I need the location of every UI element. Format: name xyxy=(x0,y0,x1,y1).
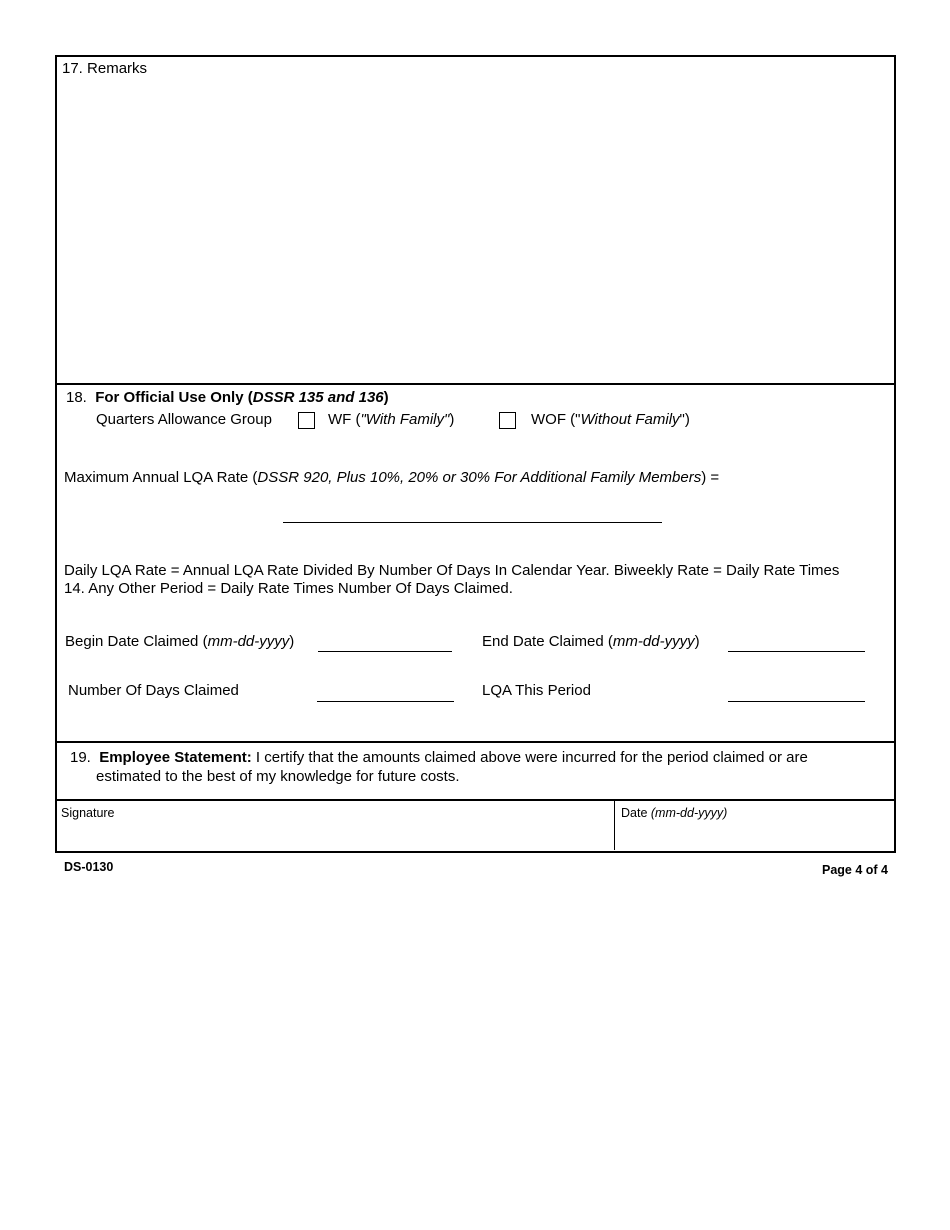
days-claimed-input[interactable] xyxy=(317,682,454,700)
begin-date-underline xyxy=(318,651,452,652)
wf-label-italic: "With Family" xyxy=(360,411,450,428)
section19-number: 19. xyxy=(70,749,91,766)
wf-label-pre: WF ( xyxy=(328,411,361,428)
divider-18-19 xyxy=(56,741,894,743)
max-rate-post: ) = xyxy=(701,469,720,486)
employee-statement-line1 xyxy=(70,749,808,767)
wf-checkbox[interactable] xyxy=(298,412,315,429)
end-date-pre: End Date Claimed ( xyxy=(482,633,613,650)
end-date-underline xyxy=(728,651,865,652)
section18-title: For Official Use Only ( xyxy=(95,389,253,406)
daily-rate-text-line1: Daily LQA Rate = Annual LQA Rate Divided By Number Of Days In Calendar Year. Biweekly Rate = Daily Rate Times xyxy=(64,562,840,579)
days-claimed-underline xyxy=(317,701,454,702)
section19-text1: I certify that the amounts claimed above were incurred for the period claimed or are xyxy=(251,749,808,766)
begin-date-format: mm-dd-yyyy xyxy=(207,633,290,650)
signature-label: Signature xyxy=(61,806,115,820)
employee-statement-line2: estimated to the best of my knowledge for future costs. xyxy=(96,768,460,785)
page-number: Page 4 of 4 xyxy=(822,863,888,877)
date-label xyxy=(621,806,727,821)
max-annual-lqa-underline xyxy=(283,522,662,523)
form-id: DS-0130 xyxy=(64,860,114,874)
date-field[interactable] xyxy=(617,822,890,848)
quarters-allowance-label: Quarters Allowance Group xyxy=(96,411,272,428)
lqa-period-label: LQA This Period xyxy=(482,682,591,699)
begin-date-label xyxy=(65,633,294,651)
lqa-period-underline xyxy=(728,701,865,702)
max-rate-ref: DSSR 920, Plus 10%, 20% or 30% For Additional Family Members xyxy=(257,469,702,486)
section18-heading xyxy=(66,389,389,407)
max-annual-lqa-label xyxy=(64,469,719,487)
divider-19-signature xyxy=(56,799,894,801)
begin-date-pre: Begin Date Claimed ( xyxy=(65,633,208,650)
end-date-format: mm-dd-yyyy xyxy=(612,633,695,650)
wf-label xyxy=(328,411,454,429)
wof-label-pre: WOF (" xyxy=(531,411,581,428)
lqa-period-input[interactable] xyxy=(728,682,865,700)
signature-date-divider xyxy=(614,801,615,850)
days-claimed-label: Number Of Days Claimed xyxy=(68,682,239,699)
remarks-field[interactable] xyxy=(58,80,892,382)
divider-17-18 xyxy=(56,383,894,385)
section19-title: Employee Statement: xyxy=(99,749,252,766)
section18-number: 18. xyxy=(66,389,87,406)
max-annual-lqa-input[interactable] xyxy=(283,502,662,520)
wof-label-post: ") xyxy=(679,411,690,428)
date-label-text: Date xyxy=(621,806,651,820)
wf-label-post: ) xyxy=(449,411,455,428)
end-date-input[interactable] xyxy=(728,632,865,650)
end-date-post: ) xyxy=(694,633,700,650)
wof-checkbox[interactable] xyxy=(499,412,516,429)
begin-date-input[interactable] xyxy=(318,632,452,650)
end-date-label xyxy=(482,633,700,651)
section18-ref: DSSR 135 and 136 xyxy=(252,389,384,406)
date-label-format: (mm-dd-yyyy) xyxy=(650,806,728,820)
begin-date-post: ) xyxy=(289,633,295,650)
wof-label xyxy=(531,411,690,429)
section18-close: ) xyxy=(383,389,389,406)
daily-rate-text-line2: 14. Any Other Period = Daily Rate Times Number Of Days Claimed. xyxy=(64,580,513,597)
remarks-label: 17. Remarks xyxy=(62,60,148,77)
wof-label-italic: Without Family xyxy=(580,411,680,428)
max-rate-pre: Maximum Annual LQA Rate ( xyxy=(64,469,258,486)
signature-field[interactable] xyxy=(58,822,613,848)
